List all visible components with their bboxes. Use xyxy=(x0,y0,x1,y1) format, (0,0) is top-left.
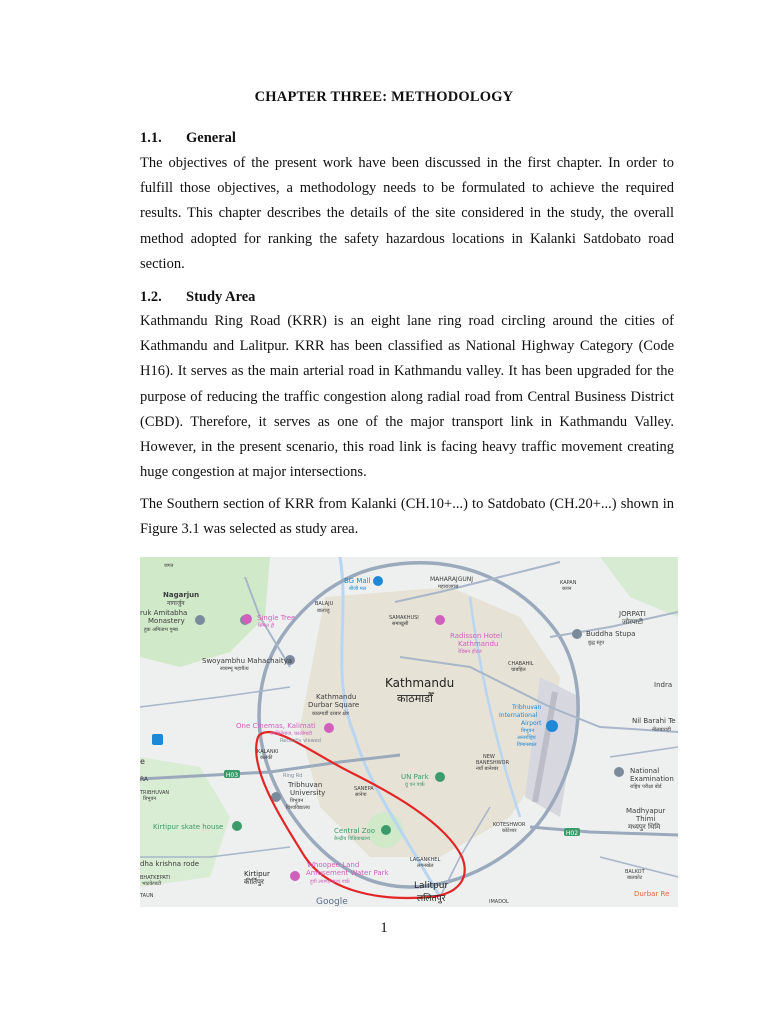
label-baneshwor-np: नयाँ बानेश्वर xyxy=(476,766,499,772)
bg-mall-icon xyxy=(373,576,383,586)
label-taun: TAUN xyxy=(140,893,154,899)
label-airport-1: Tribhuvan xyxy=(512,704,542,711)
label-sanepa: SANEPA xyxy=(354,786,374,792)
bus-icon xyxy=(152,734,163,745)
label-examination: Examination xyxy=(630,775,674,783)
label-kathmandu: Kathmandu xyxy=(385,676,455,690)
label-airport-np-3: विमानस्थल xyxy=(517,742,537,748)
buddha-stupa-icon xyxy=(572,629,582,639)
label-bg-mall-np: बीजी मल xyxy=(349,586,367,592)
paragraph-study-area-1: Kathmandu Ring Road (KRR) is an eight lane ring road circling around the cities of Kathmandu and Lalitpur. KRR has been classified as National Highway Category (Code H16). It serves as the main arterial road in Kathmandu valley. It has been upgraded for the purpose of reducing the traffic congestion along radial road from Central Business District (CBD). Therefore, it serves as one of the major transport link in Kathmandu Valley. However, in the present scenario, this road link is facing heavy traffic movement creating huge congestion at major intersections. xyxy=(140,313,674,481)
label-lagankhel: LAGANKHEL xyxy=(410,857,441,863)
label-durbar-np: काठमाडौं दरबार क्षेत्र xyxy=(312,711,349,717)
examination-icon xyxy=(614,767,624,777)
label-samakhusi: SAMAKHUSI xyxy=(389,615,419,621)
label-durbar-1: Kathmandu xyxy=(316,693,357,701)
label-lagankhel-np: लगनखेल xyxy=(417,863,434,869)
label-buddha-stupa: Buddha Stupa xyxy=(586,630,636,638)
label-single-tree-np: सिंगल ट्री xyxy=(258,623,275,629)
section-title: General xyxy=(186,130,236,146)
label-bhatkepati: BHATKEPATI xyxy=(140,875,170,881)
label-jorpati: JORPATI xyxy=(619,610,646,618)
label-swoyambhu-np: स्वयम्भू महाचैत्य xyxy=(220,666,249,672)
single-tree-poi-icon xyxy=(242,614,252,624)
label-swoyambhu: Swoyambhu Mahachaitya xyxy=(202,657,292,665)
label-single-tree: Single Tree xyxy=(257,614,296,622)
label-radisson: Radisson Hotel xyxy=(450,632,503,640)
label-national: National xyxy=(630,767,660,775)
label-chabahil-np: चाबहिल xyxy=(511,667,526,673)
label-whoopee: Whoopee Land xyxy=(307,861,360,869)
label-buddha-stupa-np: बुद्ध स्तूप xyxy=(588,640,605,646)
whoopee-icon xyxy=(290,871,300,881)
label-baneshwor: BANESHWOR xyxy=(476,760,510,766)
label-bg-mall: BG Mall xyxy=(344,577,371,585)
radisson-icon xyxy=(435,615,445,625)
h02-label: H02 xyxy=(565,830,579,837)
paragraph-general: The objectives of the present work have been discussed in the first chapter. In order to fulfill those objectives, a methodology needs to be formulated to achieve the required results. This chapter describes the details of the site considered in the study, the overall method adopted for ranking the safety hazardous locations in Kalanki Satdobato road section. xyxy=(140,155,674,272)
label-lalitpur-np: ललितपुर xyxy=(417,894,446,904)
skate-house-icon xyxy=(232,821,242,831)
label-new: NEW xyxy=(483,754,495,760)
label-nil-barahi-np: नीलबाराही xyxy=(652,727,671,733)
label-e: e xyxy=(140,757,145,766)
label-univ-np-1: त्रिभुवन xyxy=(290,798,304,804)
section-heading-study-area xyxy=(140,289,255,306)
label-airport-np-1: त्रिभुवन xyxy=(521,728,535,734)
label-nil-barahi: Nil Barahi Te xyxy=(632,717,676,725)
label-nagarjun: Nagarjun xyxy=(163,591,200,599)
page-number: 1 xyxy=(380,920,388,936)
label-jagat: जगत xyxy=(164,563,174,569)
label-thimi-np: मध्यपुर थिमि xyxy=(628,823,661,831)
label-monastery-np: हुक अमिताभ गुम्बा xyxy=(144,627,179,633)
label-airport-2: International xyxy=(499,712,538,719)
label-balaju: BALAJU xyxy=(315,601,334,607)
label-koteshwor-np: कोटेश्वर xyxy=(502,828,517,834)
label-tribhuvan-area-np: त्रिभुवन xyxy=(143,796,157,802)
label-balkot: BALKOT xyxy=(625,869,645,875)
label-chabahil: CHABAHIL xyxy=(508,661,534,667)
label-balaju-np: बालाजु xyxy=(317,608,330,614)
label-imadol: IMADOL xyxy=(489,899,509,905)
label-one-cinemas: One Cinemas, Kalimati xyxy=(236,722,316,730)
map-graphic xyxy=(140,557,678,907)
label-whoopee-np: हुपी ल्याण्ड वाटर पार्क xyxy=(310,879,350,885)
label-kalanki-np: कलंकी xyxy=(260,755,273,761)
section-number: 1.2. xyxy=(140,289,162,305)
label-recently-viewed: Recently viewed xyxy=(280,738,321,744)
label-maharajgunj-np: महाराजगंज xyxy=(438,584,459,590)
label-amusement: Amusement Water Park xyxy=(306,869,389,877)
label-central-zoo: Central Zoo xyxy=(334,827,376,835)
label-kirtipur: Kirtipur xyxy=(244,870,270,878)
label-radisson-kathmandu: Kathmandu xyxy=(458,640,499,648)
label-one-cinemas-np: वनसिनेमाज, कालीमाटी xyxy=(270,731,313,737)
label-jorpati-np: जोरपाटी xyxy=(622,618,643,626)
label-amitabha: ruk Amitabha xyxy=(140,609,188,617)
label-kirtipur-skate: Kirtipur skate house xyxy=(153,823,224,831)
h03-label: H03 xyxy=(225,772,239,779)
chapter-title: CHAPTER THREE: METHODOLOGY xyxy=(254,89,514,105)
label-radha-krishna: dha krishna rode xyxy=(140,860,200,868)
label-google: Google xyxy=(316,897,348,907)
label-monastery: Monastery xyxy=(148,617,185,625)
label-airport-3: Airport xyxy=(521,720,542,727)
one-cinemas-icon xyxy=(324,723,334,733)
section-title: Study Area xyxy=(186,289,256,305)
label-central-zoo-np: केन्द्रीय चिडियाखाना xyxy=(334,836,370,842)
study-area-map xyxy=(140,557,678,907)
label-koteshwor: KOTESHWOR xyxy=(493,822,526,828)
label-indra: Indra xyxy=(654,681,673,689)
label-balkot-np: बालकोट xyxy=(627,875,643,881)
label-radisson-np: रेडिसन होटल xyxy=(458,649,482,655)
airport-icon xyxy=(546,720,558,732)
label-airport-np-2: अन्तर्राष्ट्रिय xyxy=(517,735,536,741)
label-bhatkepati-np: भाटकेपाटी xyxy=(142,881,162,887)
label-kathmandu-np: काठमाडौँ xyxy=(397,692,433,705)
label-ring-road: Ring Rd xyxy=(283,773,303,779)
label-kalanki: KALANKI xyxy=(257,749,279,755)
label-kirtipur-np: कीर्तिपुर xyxy=(244,878,264,886)
label-tribhuvan-area: TRIBHUVAN xyxy=(140,790,170,796)
label-samakhusi-np: समाखुसी xyxy=(392,621,409,627)
label-ra: RA xyxy=(140,776,149,783)
label-nagarjun-np: नागार्जुन xyxy=(167,600,185,607)
label-madhyapur: Madhyapur xyxy=(626,807,666,815)
paragraph-study-area-2: The Southern section of KRR from Kalanki (CH.10+...) to Satdobato (CH.20+...) shown in Figure 3.1 was selected as study area. xyxy=(140,496,674,538)
label-un-park-np: यु एन पार्क xyxy=(405,782,425,788)
section-number: 1.1. xyxy=(140,130,162,146)
label-un-park: UN Park xyxy=(401,773,429,781)
label-durbar-2: Durbar Square xyxy=(308,701,360,709)
label-lalitpur: Lalitpur xyxy=(414,881,449,891)
label-maharajgunj: MAHARAJGUNJ xyxy=(430,576,473,583)
label-kapan-np: कपन xyxy=(562,586,572,592)
label-thimi: Thimi xyxy=(636,815,656,823)
label-univ-np-2: विश्वविद्यालय xyxy=(286,805,310,811)
label-durbar-re: Durbar Re xyxy=(634,890,670,898)
zoo-icon xyxy=(381,825,391,835)
label-sanepa-np: सानेपा xyxy=(355,792,367,798)
monastery-poi-icon xyxy=(195,615,205,625)
label-exam-np: राष्ट्रिय परीक्षा बोर्ड xyxy=(630,784,662,790)
label-univ-1: Tribhuvan xyxy=(288,781,323,789)
label-kapan: KAPAN xyxy=(560,580,577,586)
label-univ-2: University xyxy=(290,789,326,797)
un-park-icon xyxy=(435,772,445,782)
section-heading-general xyxy=(140,130,236,147)
